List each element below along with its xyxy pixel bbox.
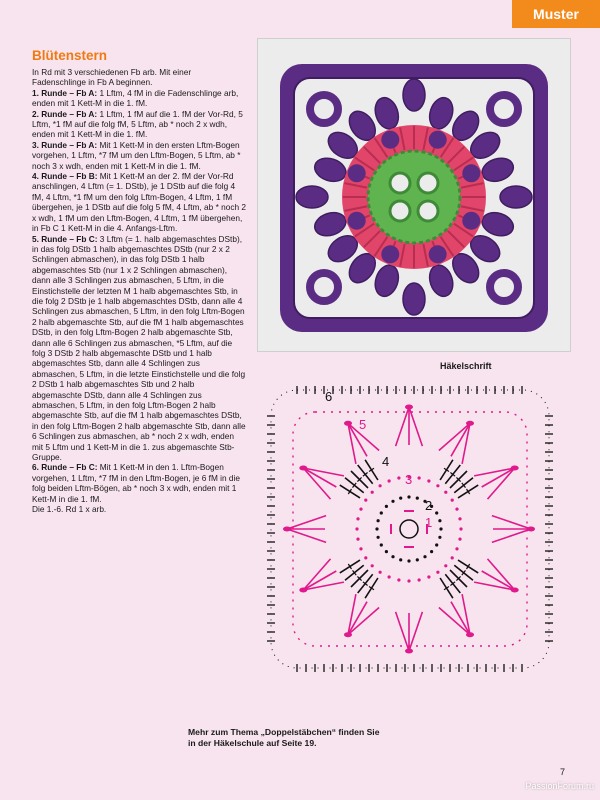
round-number-4: 4 — [382, 454, 390, 469]
round-5-cluster-top — [344, 632, 352, 637]
round-2-chain — [438, 536, 441, 539]
round-3-chain — [418, 476, 421, 479]
round-5-cluster-top — [405, 649, 413, 654]
round-5-cluster — [409, 612, 422, 651]
instructions — [32, 67, 246, 514]
crochet-square-photo — [257, 38, 571, 352]
purple-cluster — [500, 186, 532, 208]
round-3-chain — [359, 508, 362, 511]
crochet-chart — [259, 372, 569, 682]
round-3-chain — [371, 491, 374, 494]
page-number: 7 — [560, 767, 566, 777]
center-hole — [390, 173, 410, 193]
round-2-chain — [375, 527, 378, 530]
purple-gap — [429, 131, 447, 149]
round-3-chain — [364, 499, 367, 502]
round-text: Mit 1 Kett-M in den 1. Lftm-Bogen vorgehen, 1 Lftm, *7 fM in den Lftm-Bogen, je 6 fM in die folg beiden Lftm-Bögen, ab * noch 3 x wdh, enden mit 1 Kett-M in die 1. fM. — [32, 462, 240, 504]
center-hole — [418, 173, 438, 193]
round-2-chain — [385, 550, 388, 553]
crochet-square-illustration — [258, 39, 570, 351]
round-5-chain-outline — [293, 412, 527, 646]
closing-text: Die 1.-6. Rd 1 x arb. — [32, 504, 107, 515]
round-3-chain — [427, 479, 430, 482]
round-3-chain — [407, 579, 410, 582]
note-line-1: Mehr zum Thema „Doppelstäbchen“ finden Sie — [188, 727, 380, 737]
round-3-chain — [356, 517, 359, 520]
purple-gap — [348, 212, 366, 230]
round-5-cluster-top — [527, 527, 535, 532]
purple-gap — [381, 131, 399, 149]
center-hole — [418, 201, 438, 221]
purple-cluster — [296, 186, 328, 208]
round-number-3: 3 — [405, 472, 413, 487]
round-5-cluster — [492, 516, 531, 529]
round-2-chain — [438, 519, 441, 522]
pattern-title: Blütenstern — [32, 48, 108, 63]
round-text: Mit 1 Kett-M in den ersten Lftm-Bogen vorgehen, 1 Lftm, *7 fM um den Lftm-Bogen, 5 Lftm, ab * noch 3 x wdh, enden mit 1 Kett-M in die 1. fM. — [32, 139, 241, 171]
round-text: 3 Lftm (= 1. halb abgemaschtes DStb), in das folg DStb 1 halb abgemaschtes DStb (nur 2 x 2 Schlingen abmaschen), in das folg DStb 1 halb abgemaschtes Stb (nur 1 x 2 Schlingen abmaschen), dann alle 3 Schlingen zus abmaschen, 5 Lftm, in die Einstichstelle der letzten M 1 halb abgemaschtes Stb, in die folg 2 DStb je 1 halb abgemaschtes DStb, dann alle 4 Schlingen zus abmaschen, 5 Lftm, in den folg Lftm-Bogen 2 halb abgemaschte Stb, auf die fM 1 halb abgemaschtes DStb, in den folg Lftm-Bogen 2 halb abgemaschte Stb, dann alle 6 Schlingen zus abmaschen, *5 Lftm, auf die folg 3 DStb 2 halb abgemaschte DStb und 1 halb abgemaschtes Stb, dann alle 4 Schlingen zus abmaschen, 5 Lftm, in die letzte Einstichstelle und die folg 2 DStb 1 halb abgemaschtes Stb und 2 halb abgemaschte DStb, dann alle 4 Schlingen zus abmaschen, 5 Lftm, in den folg Lftm-Bogen 2 halb abgemaschte Stb, auf die fM 1 halb abgemaschtes DStb, in den folg Lftm-Bogen 2 halb abgemaschte Stb, dann alle 6 Schlingen zus abmaschen, ab * noch 2 x wdh, enden mit 5 Lftm und 1 Kett-M in die 1. zus abgemaschte Stb-Gruppe. — [32, 233, 246, 463]
intro-text: In Rd mit 3 verschiedenen Fb arb. Mit einer Fadenschlinge in Fb A beginnen. — [32, 67, 192, 88]
round-number-5: 5 — [359, 417, 367, 432]
round-2-chain — [391, 555, 394, 558]
round-2-chain — [380, 511, 383, 514]
watermark: PassionForum.ru — [525, 781, 594, 791]
round-3-chain — [427, 575, 430, 578]
purple-cluster — [403, 79, 425, 111]
round-label: 6. Runde – Fb C: — [32, 462, 98, 473]
round-6 — [32, 462, 246, 504]
round-5-cluster-top — [511, 466, 519, 471]
round-5-cluster-top — [299, 466, 307, 471]
note-line-2: in der Häkelschule auf Seite 19. — [188, 738, 317, 748]
purple-cluster — [403, 283, 425, 315]
round-2-chain — [391, 500, 394, 503]
round-3-chain — [455, 547, 458, 550]
round-3-chain — [444, 564, 447, 567]
round-text: 1 Lftm, 1 fM auf die 1. fM der Vor-Rd, 5 Lftm, *1 fM auf die folg fM, 5 Lftm, ab * noch 2 x wdh, enden mit 1 Kett-M in die 1. fM. — [32, 108, 243, 140]
crochet-chart-diagram — [259, 372, 569, 682]
round-3-chain — [451, 499, 454, 502]
round-3-chain — [379, 484, 382, 487]
round-2-chain — [377, 519, 380, 522]
round-2-chain — [377, 536, 380, 539]
reference-note — [188, 727, 448, 749]
round-1 — [32, 88, 246, 109]
round-3-chain — [388, 575, 391, 578]
round-3-chain — [418, 578, 421, 581]
magic-ring — [400, 520, 418, 538]
round-2-chain — [423, 555, 426, 558]
purple-gap — [381, 245, 399, 263]
round-3-chain — [436, 484, 439, 487]
purple-gap — [429, 245, 447, 263]
round-2 — [32, 109, 246, 140]
round-5-cluster — [492, 529, 531, 542]
round-5 — [32, 234, 246, 463]
round-2-chain — [416, 497, 419, 500]
round-2-chain — [435, 511, 438, 514]
round-3-chain — [359, 547, 362, 550]
round-2-chain — [399, 558, 402, 561]
round-4 — [32, 171, 246, 233]
round-5-cluster-top — [405, 405, 413, 410]
round-3 — [32, 140, 246, 171]
round-2-chain — [399, 497, 402, 500]
round-3-chain — [459, 527, 462, 530]
round-number-6: 6 — [325, 389, 333, 404]
round-2-chain — [407, 495, 410, 498]
round-5-cluster — [396, 407, 409, 446]
round-2-chain — [407, 559, 410, 562]
round-5-cluster-top — [466, 632, 474, 637]
round-3-chain — [458, 517, 461, 520]
round-2-chain — [380, 543, 383, 546]
round-3-chain — [364, 556, 367, 559]
round-3-chain — [388, 479, 391, 482]
purple-gap — [348, 164, 366, 182]
round-3-chain — [379, 571, 382, 574]
round-5-cluster — [409, 407, 422, 446]
round-label: 2. Runde – Fb A: — [32, 108, 98, 119]
round-text: Mit 1 Kett-M an der 2. fM der Vor-Rd anschlingen, 4 Lftm (= 1. DStb), je 1 DStb auf die folg 4 fM, 4 Lftm, *1 fM um den folg Lftm-Bogen, 4 Lftm, 1 fM übergehen, je 1 DStb auf die folg 5 fM, 4 Lftm, ab * noch 2 x wdh, 1 fM um den Lftm-Bogen, 4 Lftm, 1 fM übergehen, in Fb C 1 Kett-M in die 4. Anfangs-Lftm. — [32, 171, 247, 234]
round-5-cluster-top — [466, 421, 474, 426]
round-3-chain — [397, 476, 400, 479]
center-hole — [390, 201, 410, 221]
round-label: 3. Runde – Fb A: — [32, 139, 98, 150]
round-number-2: 2 — [425, 498, 433, 513]
round-3-chain — [444, 491, 447, 494]
round-5-cluster — [287, 516, 326, 529]
round-3-chain — [356, 538, 359, 541]
round-label: 5. Runde – Fb C: — [32, 233, 98, 244]
round-2-chain — [430, 550, 433, 553]
round-3-chain — [436, 571, 439, 574]
round-3-chain — [371, 564, 374, 567]
round-3-chain — [458, 538, 461, 541]
round-3-chain — [355, 527, 358, 530]
round-2-chain — [385, 505, 388, 508]
section-tab: Muster — [512, 0, 600, 28]
round-label: 1. Runde – Fb A: — [32, 87, 98, 98]
square-group — [280, 64, 548, 332]
round-3-chain — [455, 508, 458, 511]
purple-gap — [462, 164, 480, 182]
purple-gap — [462, 212, 480, 230]
round-label: 4. Runde – Fb B: — [32, 171, 98, 182]
round-5-cluster-top — [344, 421, 352, 426]
round-number-1: 1 — [425, 515, 433, 530]
round-5-cluster — [396, 612, 409, 651]
round-5-cluster-top — [283, 527, 291, 532]
round-2-chain — [416, 558, 419, 561]
round-3-chain — [451, 556, 454, 559]
round-5-cluster-top — [299, 588, 307, 593]
round-text: 1 Lftm, 4 fM in die Fadenschlinge arb, enden mit 1 Kett-M in die 1. fM. — [32, 87, 239, 109]
round-3-chain — [397, 578, 400, 581]
round-2-chain — [435, 543, 438, 546]
round-2-chain — [439, 527, 442, 530]
round-5-cluster-top — [511, 588, 519, 593]
chart-label: Häkelschrift — [440, 361, 492, 371]
